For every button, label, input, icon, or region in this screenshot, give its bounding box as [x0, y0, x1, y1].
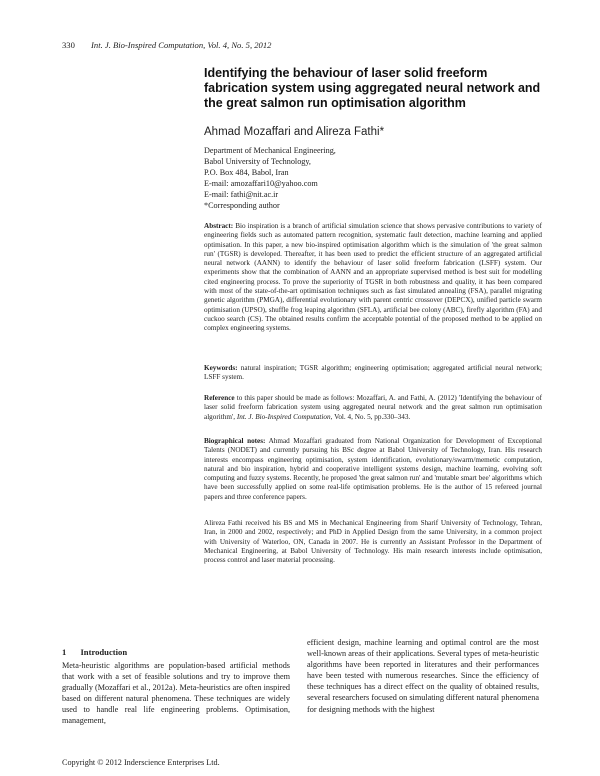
- email-line: E-mail: amozaffari10@yahoo.com: [204, 179, 318, 188]
- biographical-notes: [204, 437, 542, 502]
- affiliation-line: Babol University of Technology,: [204, 157, 311, 166]
- reference-label: Reference: [204, 394, 235, 402]
- bio-label: Biographical notes:: [204, 437, 266, 445]
- reference-tail: Vol. 4, No. 5, pp.330–343.: [334, 412, 411, 421]
- keywords-text: natural inspiration; TGSR algorithm; engineering optimisation; aggregated artificial neural network; LSFF system.: [204, 364, 542, 382]
- corresponding-author-note: *Corresponding author: [204, 201, 280, 210]
- authors: Ahmad Mozaffari and Alireza Fathi*: [204, 126, 385, 138]
- abstract-label: Abstract:: [204, 222, 234, 230]
- bio-text-fathi: Alireza Fathi received his BS and MS in Mechanical Engineering from Sharif University of Technology, Tehran, Iran, in 2000 and 2002, respectively; and PhD in Applied Design from the same University, in a common project with University of Waterloo, ON, Canada in 2007. He is currently an Assistant Professor in the Department of Mechanical Engineering, at Babol University of Technology. His main research interests include optimisation, process control and laser material processing.: [204, 519, 542, 565]
- affiliation-line: P.O. Box 484, Babol, Iran: [204, 168, 289, 177]
- reference-text: to this paper should be made as follows: Mozaffari, A. and Fathi, A. (2012) 'Identifying the behaviour of laser solid freeform fabrication system using aggregated neural network and the great salmon run optimisation algorithm',: [204, 394, 542, 421]
- running-header: [62, 40, 271, 50]
- abstract-text: Bio inspiration is a branch of artificial simulation science that shows pervasive contributions to variety of engineering fields such as automated pattern recognition, systematic fault detection, machine learning and applied optimisation. In this paper, a new bio-inspired optimisation algorithm which is the simulation of 'the great salmon run' (TGSR) is developed. Thereafter, it has been used to predict the efficient structure of an aggregated artificial neural network (AANN) to identify the behaviour of laser solid freeform fabrication (LSFF) system. Our experiments show that the combination of AANN and an appropriate supervised method is best suit for modelling cited engineering process. To prove the superiority of TGSR in both robustness and quality, it has been compared with most of the state-of-the-art optimisation techniques such as fast simulated annealing (FSA), parallel migrating genetic algorithm (PMGA), differential evolutionary with parent centric crossover (DEPCX), unified particle swarm optimisation (UPSO), shuffle frog leaping algorithm (SFLA), artificial bee colony (ABC), firefly algorithm (FA) and cuckoo search (CS). The obtained results confirm the acceptable potential of the proposed method to be applied on complex engineering systems.: [204, 222, 543, 333]
- intro-column-right: efficient design, machine learning and optimal control are the most well-known areas of their applications. Several types of meta-heuristic algorithms have been reported in literatures and their performances have been tested with numerous researches. Since the efficiency of these techniques has a direct effect on the quality of obtained results, several researchers focused on simulating different natural phenomena for designing methods with the highest: [307, 638, 539, 714]
- email-line: E-mail: fathi@nit.ac.ir: [204, 190, 279, 199]
- affiliation: [204, 145, 336, 211]
- keywords: [204, 364, 542, 383]
- affiliation-line: Department of Mechanical Engineering,: [204, 146, 336, 155]
- paper-title: Identifying the behaviour of laser solid freeform fabrication system using aggregated neural network and the great salmon run optimisation algorithm: [204, 66, 541, 110]
- section-number: 1: [62, 647, 67, 657]
- section-title: Introduction: [80, 647, 128, 657]
- reference-journal: Int. J. Bio-Inspired Computation,: [236, 412, 333, 421]
- abstract: [204, 222, 542, 334]
- keywords-label: Keywords:: [204, 364, 238, 372]
- reference: [204, 394, 542, 422]
- bio-text-mozaffari: Ahmad Mozaffari graduated from National Organization for Development of Exceptional Talents (NODET) and currently pursuing his BSc degree at Babol University of Technology, Iran. His research interests encompass engineering optimisation, system identification, evolutionary/swarm/memetic computation, natural and bio inspiration, hybrid and cooperative intelligent systems design, machine learning, evolving soft computing and fuzzy systems. Recently, he proposed 'the great salmon run' and 'mutable smart bee' algorithms which have been successfully applied on some real-life optimisation problems. He is the author of 15 refereed journal papers and three conference papers.: [204, 437, 542, 501]
- bio-fathi: [204, 519, 542, 565]
- page-number: 330: [62, 40, 75, 50]
- copyright-footer: Copyright © 2012 Inderscience Enterprises Ltd.: [62, 758, 220, 767]
- journal-citation: Int. J. Bio-Inspired Computation, Vol. 4, No. 5, 2012: [91, 40, 272, 50]
- section-heading: [62, 647, 127, 657]
- intro-column-left: Meta-heuristic algorithms are population-based artificial methods that work with a set of feasible solutions and try to improve them gradually (Mozaffari et al., 2012a). Meta-heuristics are often inspired based on different natural phenomena. These techniques are widely used to handle real life engineering problems. Optimisation, management,: [62, 661, 290, 726]
